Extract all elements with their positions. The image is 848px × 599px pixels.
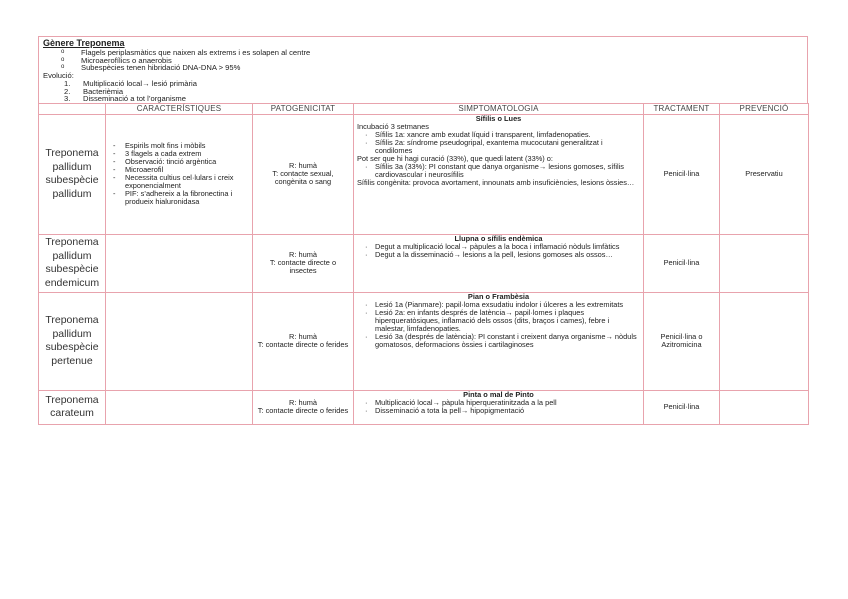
- symptom-item: · Sífilis 2a: síndrome pseudogripal, exantema mucocutani generalitzat i condilomes: [357, 139, 640, 155]
- characteristics-cell: [106, 292, 253, 390]
- pathogenicity-cell: R: humà T: contacte directe o insectes: [253, 234, 354, 292]
- evolution-item: 2. Bacterièmia: [64, 86, 124, 96]
- feature-item: o Flagels periplasmàtics que naixen als extrems i es solapen al centre: [43, 49, 803, 57]
- symptom-item: · Sífilis 3a (33%): PI constant que danya organisme→ lesions gomoses, sífilis cardiovascular i neurosífilis: [357, 163, 640, 179]
- feature-item: o Subespècies tenen hibridació DNA-DNA > 95%: [43, 64, 803, 72]
- evolution-item: 1. Multiplicació local→ lesió primària: [64, 78, 197, 88]
- disease-heading: Sífilis o Lues: [475, 113, 522, 123]
- characteristics-cell: [106, 114, 253, 234]
- pathogenicity-cell: R: humà T: contacte directe o ferides: [253, 292, 354, 390]
- species-name: Treponema carateum: [39, 390, 106, 424]
- intro-box: [38, 36, 808, 103]
- symptom-item: · Disseminació a tota la pell→ hipopigmentació: [357, 407, 640, 415]
- symptoms-cell: [354, 292, 644, 390]
- species-name: Treponema pallidum subespècie pertenue: [39, 292, 106, 390]
- prevention-cell: Preservatiu: [720, 114, 809, 234]
- characteristic-item: - Microaerofil: [109, 166, 249, 174]
- feature-item: o Microaerofílics o anaerobis: [43, 57, 803, 65]
- symptoms-cell: [354, 390, 644, 424]
- species-name: Treponema pallidum subespècie endemicum: [39, 234, 106, 292]
- symptom-item: · Degut a la disseminació→ lesions a la pell, lesions gomoses als ossos…: [357, 251, 640, 259]
- characteristic-item: - 3 flagels a cada extrem: [109, 150, 249, 158]
- pathogenicity-cell: R: humà T: contacte directe o ferides: [253, 390, 354, 424]
- treatment-cell: Penicil·lina: [644, 390, 720, 424]
- evolution-item: 3. Disseminació a tot l’organisme: [64, 94, 186, 104]
- prevention-cell: [720, 234, 809, 292]
- pathogenicity-cell: R: humà T: contacte sexual, congènita o sang: [253, 114, 354, 234]
- table-row: [39, 390, 809, 424]
- disease-heading: Pian o Frambèsia: [467, 291, 530, 301]
- treatment-cell: Penicil·lina: [644, 234, 720, 292]
- symptom-item: · Sífilis 1a: xancre amb exudat líquid i transparent, limfadenopaties.: [357, 131, 640, 139]
- header-pathogenicity: PATOGENICITAT: [253, 103, 354, 114]
- symptom-text: Sífilis congènita: provoca avortament, innounats amb insuficiències, lesions òssies…: [357, 177, 635, 187]
- symptom-item: · Lesió 2a: en infants després de latència→ papil·lomes i plaques hiperqueratòsiques, inflamació dels ossos (dits, braços i cames), febre i malestar, limfadenopaties.: [357, 309, 640, 333]
- symptoms-cell: [354, 114, 644, 234]
- characteristics-cell: [106, 390, 253, 424]
- symptom-text: Pot ser que hi hagi curació (33%), que quedi latent (33%) o:: [357, 153, 553, 163]
- header-characteristics: CARACTERÍSTIQUES: [106, 103, 253, 114]
- table-row: [39, 292, 809, 390]
- treatment-cell: Penicil·lina o Azitromicina: [644, 292, 720, 390]
- symptom-item: · Degut a multiplicació local→ pàpules a la boca i inflamació nòduls limfàtics: [357, 243, 640, 251]
- disease-heading: Llupna o sífilis endèmica: [454, 233, 543, 243]
- characteristic-item: - PIF: s’adhereix a la fibronectina i produeix hialuronidasa: [109, 190, 249, 206]
- species-name: Treponema pallidum subespècie pallidum: [39, 114, 106, 234]
- symptom-text: Incubació 3 setmanes: [357, 121, 429, 131]
- prevention-cell: [720, 292, 809, 390]
- treponema-table: [38, 103, 809, 425]
- disease-heading: Pinta o mal de Pinto: [463, 389, 534, 399]
- header-treatment: TRACTAMENT: [644, 103, 720, 114]
- table-row: [39, 234, 809, 292]
- symptom-item: · Lesió 3a (després de latència): PI constant i creixent danya organisme→ nòduls gomatosos, deformacions òssies i cartilaginoses: [357, 333, 640, 349]
- characteristic-item: - Observació: tinció argèntica: [109, 158, 249, 166]
- header-blank: [39, 103, 106, 114]
- header-symptoms: SIMPTOMATOLOGIA: [354, 103, 644, 114]
- header-prevention: PREVENCIÓ: [720, 103, 809, 114]
- characteristics-cell: [106, 234, 253, 292]
- symptoms-cell: [354, 234, 644, 292]
- treatment-cell: Penicil·lina: [644, 114, 720, 234]
- characteristic-item: - Espirils molt fins i mòbils: [109, 142, 249, 150]
- prevention-cell: [720, 390, 809, 424]
- evolution-list: [43, 80, 803, 103]
- page-title: Gènere Treponema: [43, 38, 125, 48]
- symptom-item: · Multiplicació local→ pàpula hiperqueratinitzada a la pell: [357, 399, 640, 407]
- evolution-label: Evolució:: [43, 71, 74, 81]
- characteristic-item: - Necessita cultius cel·lulars i creix exponencialment: [109, 174, 249, 190]
- table-row: [39, 114, 809, 234]
- document-page: [38, 36, 808, 425]
- features-list: [43, 49, 803, 72]
- symptom-item: · Lesió 1a (Pianmare): papil·loma exsudatiu indolor i úlceres a les extremitats: [357, 301, 640, 309]
- table-header-row: [39, 103, 809, 114]
